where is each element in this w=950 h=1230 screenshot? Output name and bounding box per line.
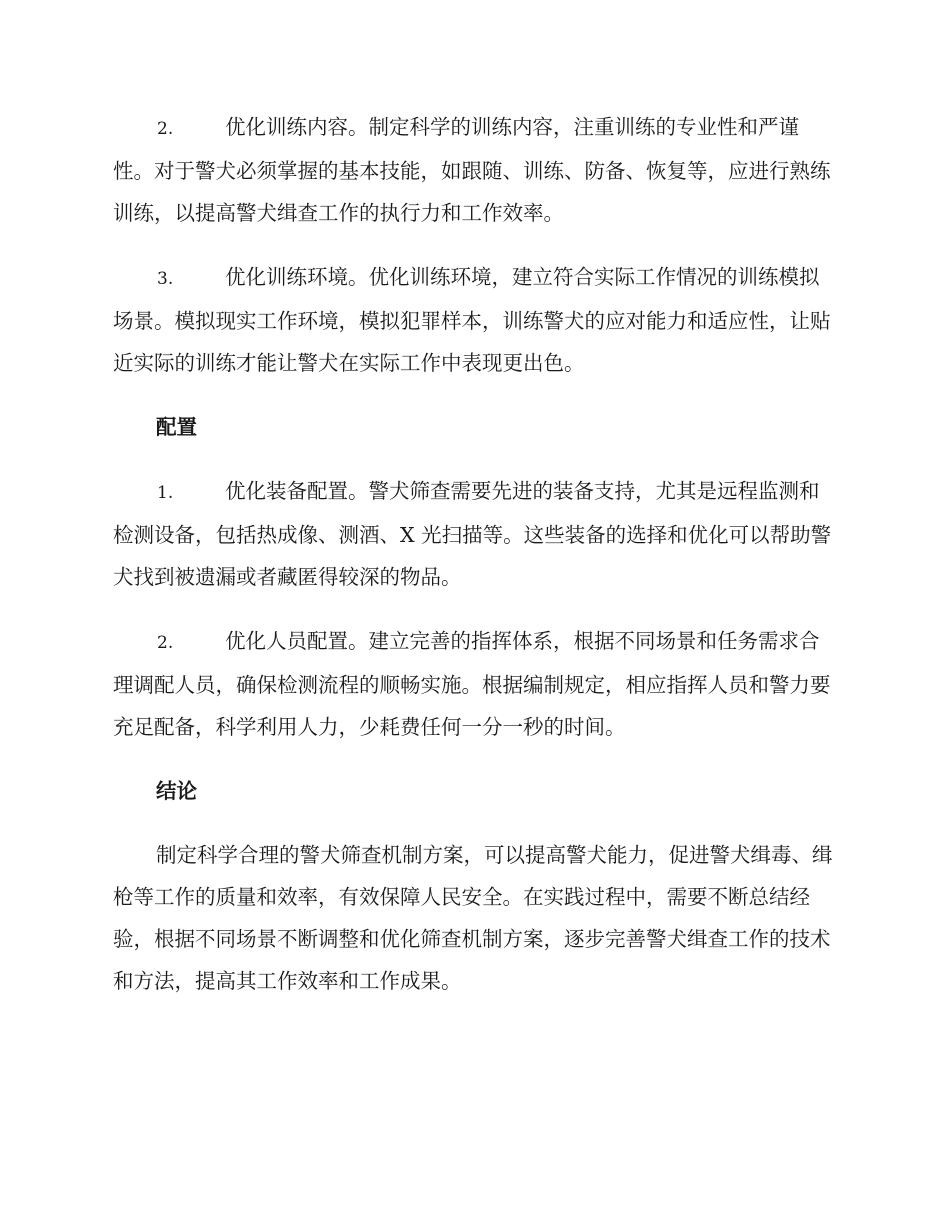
conclusion-paragraph: 制定科学合理的警犬筛查机制方案，可以提高警犬能力，促进警犬缉毒、缉枪等工作的质量和效率，有效保障人民安全。在实践过程中，需要不断总结经验，根据不同场景不断调整和优化筛查机制方案，逐步完善警犬缉查工作的技术和方法，提高其工作效率和工作成果。: [113, 843, 833, 993]
numbered-paragraph: [113, 256, 835, 384]
numbered-paragraph: [113, 106, 835, 234]
numbered-paragraph: [113, 620, 835, 748]
item-number: 1.: [157, 483, 174, 503]
paragraph-text: 优化训练内容。制定科学的训练内容，注重训练的专业性和严谨性。对于警犬必须掌握的基本技能，如跟随、训练、防备、恢复等，应进行熟练训练，以提高警犬缉查工作的执行力和工作效率。: [113, 115, 831, 225]
paragraph-text: 优化训练环境。优化训练环境，建立符合实际工作情况的训练模拟场景。模拟现实工作环境，模拟犯罪样本，训练警犬的应对能力和适应性，让贴近实际的训练才能让警犬在实际工作中表现更出色。: [113, 265, 831, 375]
section-heading-conclusion: 结论: [156, 779, 197, 803]
item-number: 2.: [157, 633, 174, 653]
section-heading-configuration: 配置: [156, 415, 197, 439]
document-page: [113, 106, 835, 1024]
paragraph-text: 优化装备配置。警犬筛查需要先进的装备支持，尤其是远程监测和检测设备，包括热成像、测酒、X 光扫描等。这些装备的选择和优化可以帮助警犬找到被遗漏或者藏匿得较深的物品。: [113, 479, 832, 589]
item-number: 2.: [157, 119, 174, 139]
numbered-paragraph: [113, 470, 835, 598]
paragraph-text: 优化人员配置。建立完善的指挥体系，根据不同场景和任务需求合理调配人员，确保检测流程的顺畅实施。根据编制规定，相应指挥人员和警力要充足配备，科学利用人力，少耗费任何一分一秒的时间。: [113, 629, 831, 739]
item-number: 3.: [157, 269, 174, 289]
